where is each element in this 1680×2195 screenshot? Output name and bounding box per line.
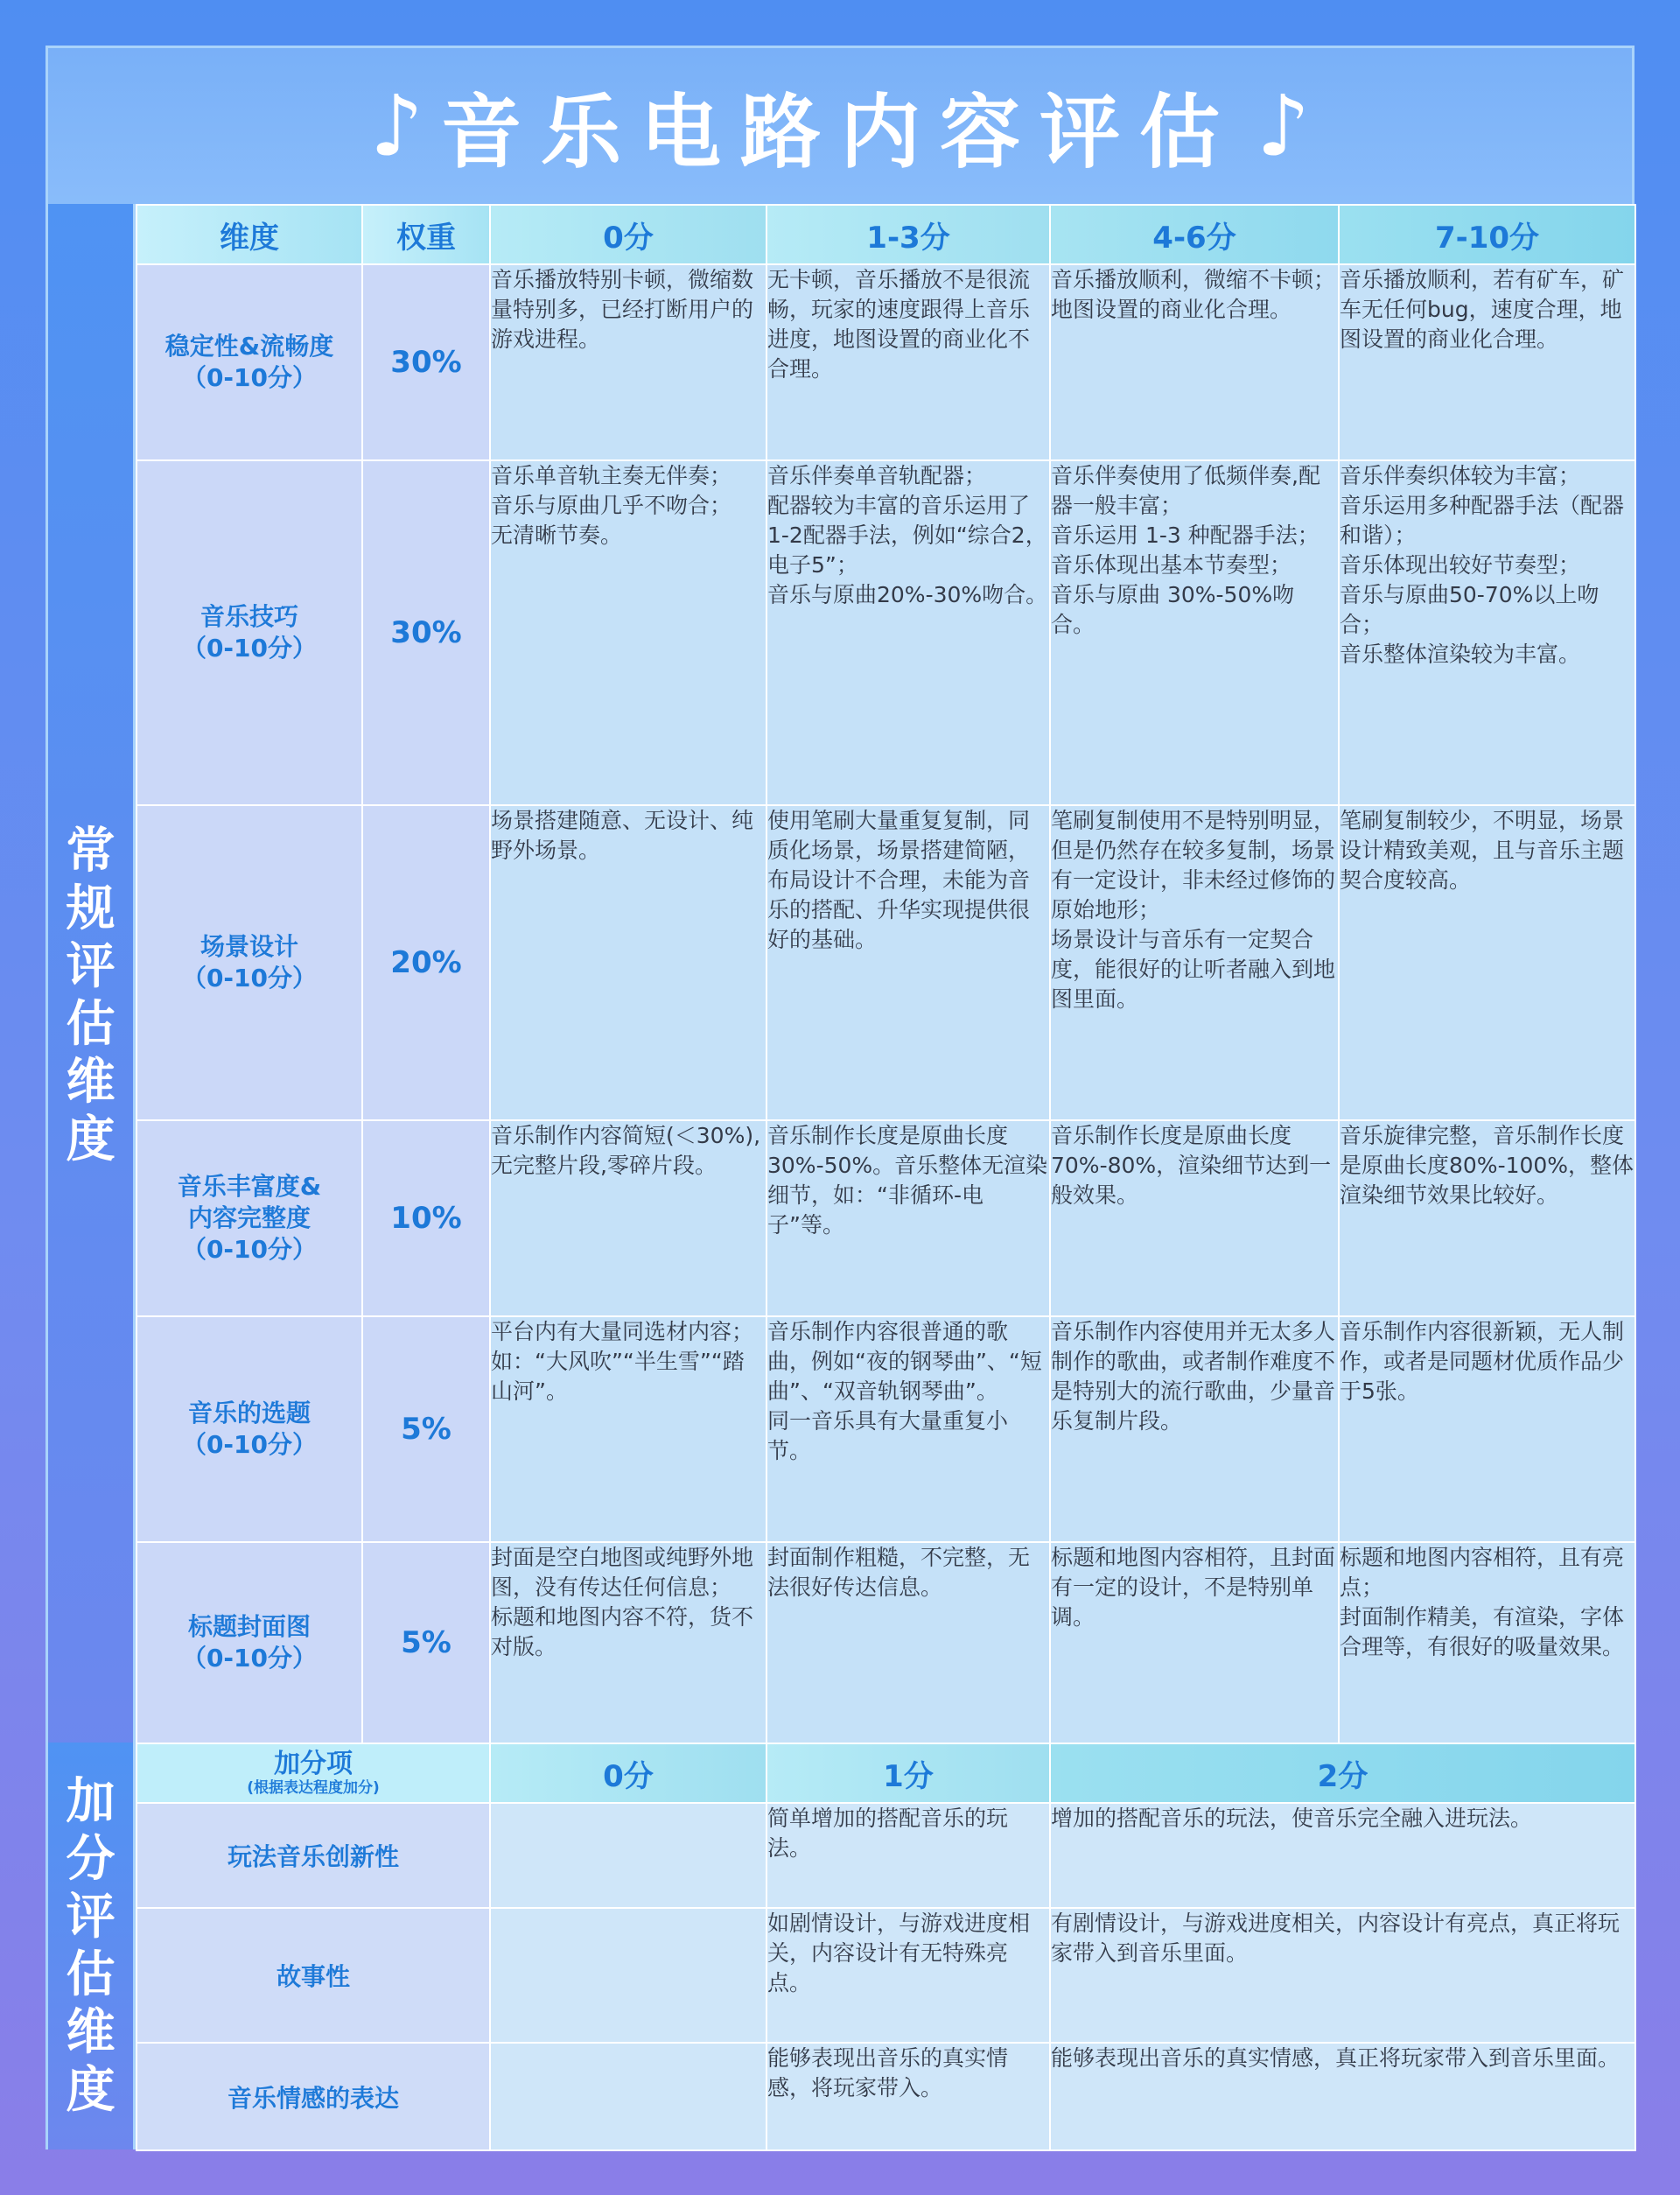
- table-row: [136, 1120, 1635, 1316]
- regular-evaluation-table: [136, 204, 1636, 1744]
- bonus-header-row: [136, 1743, 1635, 1803]
- header-score-7-10: 7-10分: [1339, 205, 1635, 264]
- bonus-score-2: 增加的搭配音乐的玩法，使音乐完全融入进玩法。: [1050, 1803, 1635, 1908]
- music-note-icon: ♪: [1256, 77, 1311, 175]
- header-score-4-6: 4-6分: [1050, 205, 1339, 264]
- side-label-char: 度: [66, 2061, 116, 2119]
- table-row: [136, 805, 1635, 1120]
- bonus-header-title: 加分项: [274, 1749, 353, 1779]
- header-score-0: 0分: [490, 205, 766, 264]
- regular-dimension-side-label: [48, 204, 136, 1788]
- dimension-name: 标题封面图 （0-10分）: [136, 1542, 362, 1743]
- dimension-weight: 5%: [362, 1316, 490, 1542]
- dimension-weight: 10%: [362, 1120, 490, 1316]
- criteria-score-7-10: 音乐制作内容很新颖，无人制作，或者是同题材优质作品少于5张。: [1339, 1316, 1635, 1542]
- side-label-char: 加: [66, 1772, 116, 1830]
- header-dimension: 维度: [136, 205, 362, 264]
- header-weight: 权重: [362, 205, 490, 264]
- header-bonus-score-0: 0分: [490, 1743, 766, 1803]
- page-title: 音乐电路内容评估: [440, 86, 1239, 179]
- criteria-score-0: 音乐制作内容简短(＜30%),无完整片段,零碎片段。: [490, 1120, 766, 1316]
- bonus-dimension-side-label: [48, 1743, 136, 2149]
- header-bonus-item: [136, 1743, 490, 1803]
- bonus-score-1: 如剧情设计，与游戏进度相关，内容设计有无特殊亮点。: [766, 1908, 1050, 2043]
- dimension-name: 音乐丰富度& 内容完整度 （0-10分）: [136, 1120, 362, 1316]
- side-label-char: 评: [66, 1888, 116, 1946]
- table-header-row: [136, 205, 1635, 264]
- criteria-score-7-10: 标题和地图内容相符，且有亮点； 封面制作精美，有渲染，字体合理等，有很好的吸量效果。: [1339, 1542, 1635, 1743]
- bonus-item-name: 故事性: [136, 1908, 490, 2043]
- criteria-score-0: 音乐播放特别卡顿，微缩数量特别多，已经打断用户的游戏进程。: [490, 264, 766, 460]
- criteria-score-1-3: 封面制作粗糙，不完整，无法很好传达信息。: [766, 1542, 1050, 1743]
- criteria-score-1-3: 音乐制作长度是原曲长度30%-50%。音乐整体无渲染细节，如：“非循环-电子”等。: [766, 1120, 1050, 1316]
- criteria-score-0: 音乐单音轨主奏无伴奏； 音乐与原曲几乎不吻合； 无清晰节奏。: [490, 460, 766, 805]
- bonus-item-name: 玩法音乐创新性: [136, 1803, 490, 1908]
- bonus-evaluation-table: [136, 1743, 1636, 2151]
- criteria-score-0: 封面是空白地图或纯野外地图，没有传达任何信息； 标题和地图内容不符，货不对版。: [490, 1542, 766, 1743]
- criteria-score-7-10: 音乐播放顺利，若有矿车，矿车无任何bug，速度合理，地图设置的商业化合理。: [1339, 264, 1635, 460]
- criteria-score-4-6: 音乐播放顺利，微缩不卡顿； 地图设置的商业化合理。: [1050, 264, 1339, 460]
- side-label-char: 分: [66, 1830, 116, 1888]
- bonus-row: [136, 1908, 1635, 2043]
- music-note-icon: ♪: [369, 77, 424, 175]
- side-label-char: 评: [66, 938, 116, 995]
- table-row: [136, 1316, 1635, 1542]
- criteria-score-7-10: 音乐旋律完整，音乐制作长度是原曲长度80%-100%，整体渲染细节效果比较好。: [1339, 1120, 1635, 1316]
- bonus-header-subtitle: (根据表达程度加分): [247, 1779, 380, 1797]
- bonus-score-0: [490, 2043, 766, 2150]
- bonus-score-2: 有剧情设计，与游戏进度相关，内容设计有亮点，真正将玩家带入到音乐里面。: [1050, 1908, 1635, 2043]
- criteria-score-7-10: 笔刷复制较少，不明显，场景设计精致美观，且与音乐主题契合度较高。: [1339, 805, 1635, 1120]
- criteria-score-4-6: 音乐制作长度是原曲长度70%-80%，渲染细节达到一般效果。: [1050, 1120, 1339, 1316]
- header-bonus-score-2: 2分: [1050, 1743, 1635, 1803]
- criteria-score-4-6: 笔刷复制使用不是特别明显，但是仍然存在较多复制，场景有一定设计，非未经过修饰的原始地形； 场景设计与音乐有一定契合度，能很好的让听者融入到地图里面。: [1050, 805, 1339, 1120]
- side-label-char: 常: [66, 823, 116, 880]
- bonus-score-0: [490, 1803, 766, 1908]
- criteria-score-4-6: 音乐制作内容使用并无太多人制作的歌曲，或者制作难度不是特别大的流行歌曲，少量音乐复制片段。: [1050, 1316, 1339, 1542]
- criteria-score-1-3: 无卡顿，音乐播放不是很流畅，玩家的速度跟得上音乐进度，地图设置的商业化不合理。: [766, 264, 1050, 460]
- bonus-score-0: [490, 1908, 766, 2043]
- side-label-char: 维: [66, 2003, 116, 2061]
- dimension-weight: 20%: [362, 805, 490, 1120]
- header-bonus-score-1: 1分: [766, 1743, 1050, 1803]
- bonus-row: [136, 2043, 1635, 2150]
- dimension-weight: 30%: [362, 460, 490, 805]
- criteria-score-7-10: 音乐伴奏织体较为丰富； 音乐运用多种配器手法（配器和谐）； 音乐体现出较好节奏型； 音乐与原曲50-70%以上吻合； 音乐整体渲染较为丰富。: [1339, 460, 1635, 805]
- bonus-item-name: 音乐情感的表达: [136, 2043, 490, 2150]
- criteria-score-0: 场景搭建随意、无设计、纯野外场景。: [490, 805, 766, 1120]
- bonus-score-2: 能够表现出音乐的真实情感，真正将玩家带入到音乐里面。: [1050, 2043, 1635, 2150]
- bonus-score-1: 能够表现出音乐的真实情感，将玩家带入。: [766, 2043, 1050, 2150]
- criteria-score-4-6: 标题和地图内容相符，且封面有一定的设计，不是特别单调。: [1050, 1542, 1339, 1743]
- dimension-name: 音乐的选题 （0-10分）: [136, 1316, 362, 1542]
- bonus-row: [136, 1803, 1635, 1908]
- criteria-score-1-3: 音乐伴奏单音轨配器； 配器较为丰富的音乐运用了1-2配器手法，例如“综合2，电子5”； 音乐与原曲20%-30%吻合。: [766, 460, 1050, 805]
- side-label-char: 规: [66, 880, 116, 937]
- criteria-score-0: 平台内有大量同选材内容；如：“大风吹”“半生雪”“踏山河”。: [490, 1316, 766, 1542]
- dimension-weight: 30%: [362, 264, 490, 460]
- dimension-name: 音乐技巧 （0-10分）: [136, 460, 362, 805]
- side-label-char: 维: [66, 1054, 116, 1111]
- header-score-1-3: 1-3分: [766, 205, 1050, 264]
- side-label-char: 度: [66, 1112, 116, 1168]
- table-row: [136, 1542, 1635, 1743]
- criteria-score-4-6: 音乐伴奏使用了低频伴奏,配器一般丰富； 音乐运用 1-3 种配器手法； 音乐体现出基本节奏型； 音乐与原曲 30%-50%吻合。: [1050, 460, 1339, 805]
- evaluation-sheet: [46, 46, 1634, 2149]
- table-row: [136, 460, 1635, 805]
- dimension-name: 稳定性&流畅度 （0-10分）: [136, 264, 362, 460]
- page-title-bar: [48, 48, 1632, 204]
- bonus-score-1: 简单增加的搭配音乐的玩法。: [766, 1803, 1050, 1908]
- side-label-char: 估: [66, 996, 116, 1053]
- criteria-score-1-3: 使用笔刷大量重复复制，同质化场景，场景搭建简陋，布局设计不合理，未能为音乐的搭配、升华实现提供很好的基础。: [766, 805, 1050, 1120]
- dimension-weight: 5%: [362, 1542, 490, 1743]
- table-row: [136, 264, 1635, 460]
- criteria-score-1-3: 音乐制作内容很普通的歌曲，例如“夜的钢琴曲”、“短曲”、“双音轨钢琴曲”。 同一音乐具有大量重复小节。: [766, 1316, 1050, 1542]
- side-label-char: 估: [66, 1946, 116, 2003]
- dimension-name: 场景设计 （0-10分）: [136, 805, 362, 1120]
